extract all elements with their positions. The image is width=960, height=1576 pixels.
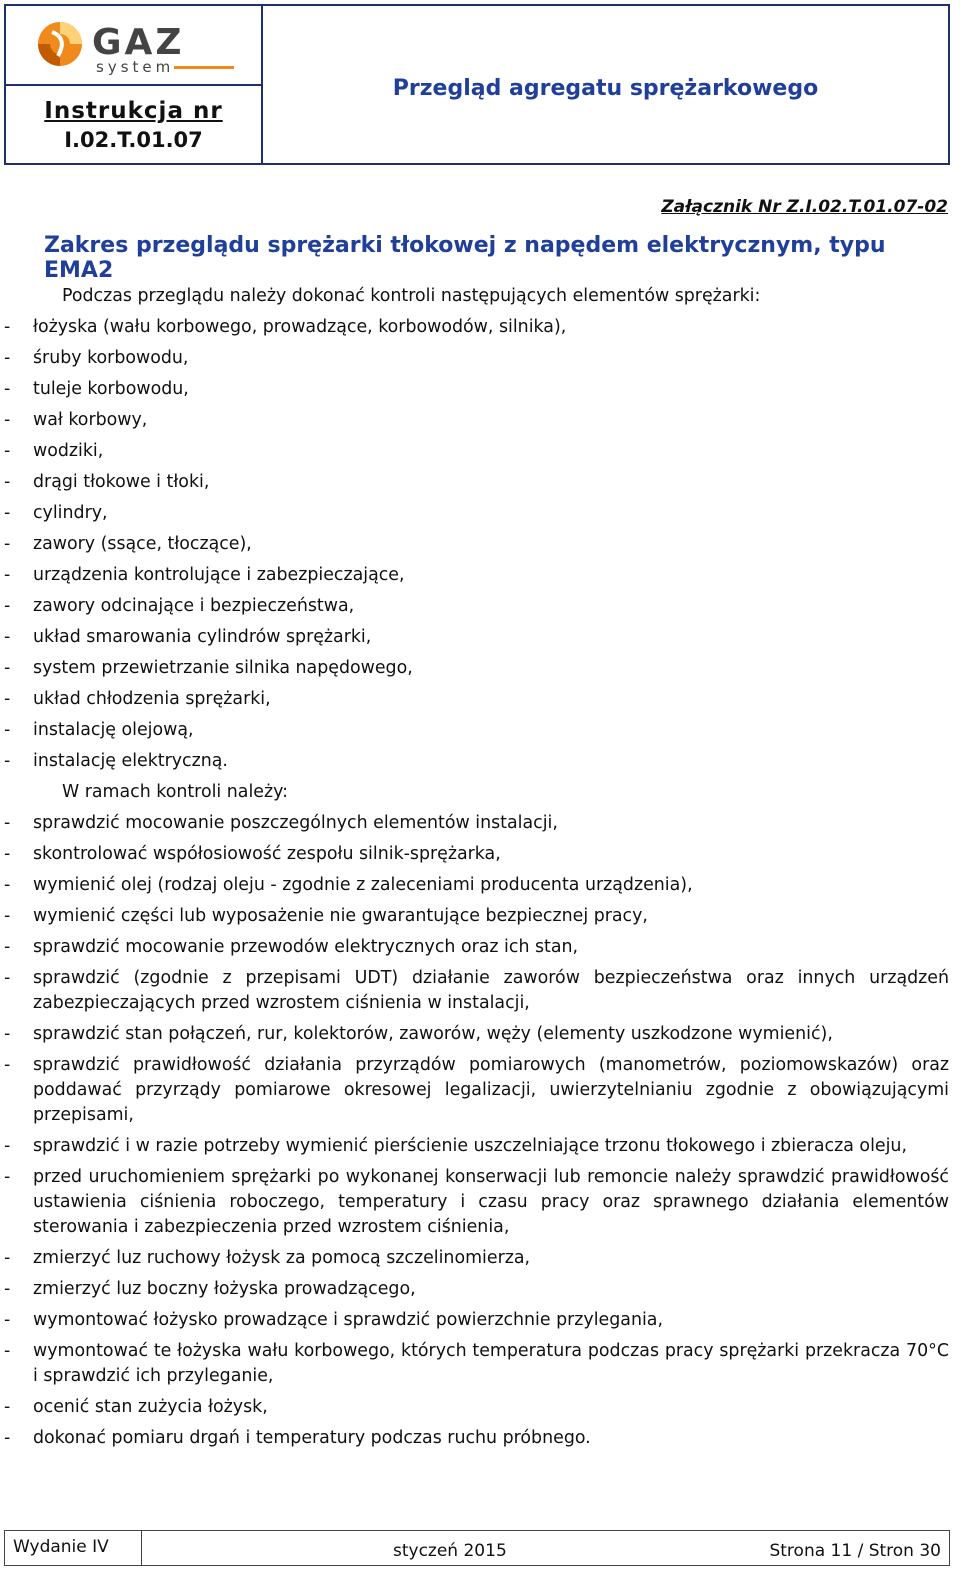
- list-item: [4, 501, 949, 526]
- list-item: [4, 1022, 949, 1047]
- bullet-dash: -: [4, 348, 11, 368]
- list-item-text: wymontować łożysko prowadzące i sprawdzić powierzchnie przylegania,: [33, 1310, 663, 1330]
- bullet-dash: -: [4, 1310, 11, 1330]
- list-item: [4, 315, 949, 340]
- list-item: [4, 408, 949, 433]
- bullet-dash: -: [4, 1136, 11, 1156]
- list-item-text: sprawdzić mocowanie poszczególnych elementów instalacji,: [33, 813, 558, 833]
- list-item-text: wodziki,: [33, 441, 104, 461]
- intro-paragraph: Podczas przeglądu należy dokonać kontroli następujących elementów sprężarki:: [62, 286, 761, 306]
- section-title: Zakres przeglądu sprężarki tłokowej z napędem elektrycznym, typu EMA2: [44, 233, 886, 283]
- list-item: [4, 1339, 949, 1389]
- svg-text:system: system: [96, 58, 175, 76]
- attachment-number: Załącznik Nr Z.I.02.T.01.07-02: [661, 197, 948, 217]
- list-item: [4, 532, 949, 557]
- bullet-dash: -: [4, 906, 11, 926]
- list-item: [4, 749, 949, 774]
- page-number: Strona 11 / Stron 30: [769, 1541, 941, 1561]
- bullet-dash: -: [4, 937, 11, 957]
- list-item: [4, 1426, 949, 1451]
- list-item-text: zawory odcinające i bezpieczeństwa,: [33, 596, 355, 616]
- list-item-text: łożyska (wału korbowego, prowadzące, korbowodów, silnika),: [33, 317, 567, 337]
- list-item-text: układ chłodzenia sprężarki,: [33, 689, 271, 709]
- list-item: [4, 1277, 949, 1302]
- list-item: [4, 625, 949, 650]
- bullet-dash: -: [4, 813, 11, 833]
- list-item: [4, 1053, 949, 1128]
- svg-text:GAZ: GAZ: [92, 22, 185, 63]
- list-item-text: urządzenia kontrolujące i zabezpieczające,: [33, 565, 405, 585]
- list-item: [4, 873, 949, 898]
- bullet-dash: -: [4, 658, 11, 678]
- list-item-text: system przewietrzanie silnika napędowego,: [33, 658, 413, 678]
- bullet-dash: -: [4, 1428, 11, 1448]
- bullet-dash: -: [4, 1341, 11, 1361]
- bullet-dash: -: [4, 844, 11, 864]
- bullet-dash: -: [4, 565, 11, 585]
- bullet-dash: -: [4, 503, 11, 523]
- list-item: [4, 842, 949, 867]
- list-item-text: przed uruchomieniem sprężarki po wykonanej konserwacji lub remoncie należy sprawdzić prawidłowość ustawienia ciśnienia roboczego, temperatury i czasu pracy oraz sprawnego działania elementów sterowania i zabezpieczenia przed wzrostem ciśnienia,: [33, 1167, 949, 1237]
- bullet-dash: -: [4, 751, 11, 771]
- list-item: [4, 1246, 949, 1271]
- instruction-number: I.02.T.01.07: [64, 128, 203, 152]
- list-item-text: drągi tłokowe i tłoki,: [33, 472, 210, 492]
- list-item-text: skontrolować współosiowość zespołu silnik-sprężarka,: [33, 844, 501, 864]
- list-item-text: zmierzyć luz boczny łożyska prowadzącego,: [33, 1279, 416, 1299]
- list-item-text: ocenić stan zużycia łożysk,: [33, 1397, 268, 1417]
- document-body: [4, 284, 949, 1457]
- list-item: [4, 656, 949, 681]
- bullet-dash: -: [4, 627, 11, 647]
- list-item: [4, 1308, 949, 1333]
- bullet-dash: -: [4, 317, 11, 337]
- bullet-dash: -: [4, 534, 11, 554]
- list-item-text: sprawdzić prawidłowość działania przyrządów pomiarowych (manometrów, poziomowskazów) oraz poddawać przyrządy pomiarowe okresowej legalizacji, uwierzytelnianiu zgodnie z obowiązującymi przepisami,: [33, 1055, 949, 1125]
- list-item: [4, 1165, 949, 1240]
- bullet-dash: -: [4, 410, 11, 430]
- list-item-text: tuleje korbowodu,: [33, 379, 189, 399]
- instruction-label: Instrukcja nr: [44, 98, 223, 124]
- bullet-dash: -: [4, 1167, 11, 1187]
- document-header: [4, 4, 950, 165]
- list-item-text: instalację olejową,: [33, 720, 194, 740]
- list-item-text: instalację elektryczną.: [33, 751, 228, 771]
- bullet-dash: -: [4, 875, 11, 895]
- list-item: [4, 594, 949, 619]
- bullet-dash: -: [4, 1248, 11, 1268]
- issue-date: styczeń 2015: [393, 1541, 507, 1561]
- list-item: [4, 811, 949, 836]
- bullet-dash: -: [4, 441, 11, 461]
- list-item-text: zawory (ssące, tłoczące),: [33, 534, 252, 554]
- list-item: [4, 966, 949, 1016]
- list-item: [4, 687, 949, 712]
- list-item-text: sprawdzić i w razie potrzeby wymienić pierścienie uszczelniające trzonu tłokowego i zbieracza oleju,: [33, 1136, 907, 1156]
- list-item-text: dokonać pomiaru drgań i temperatury podczas ruchu próbnego.: [33, 1428, 591, 1448]
- bullet-dash: -: [4, 689, 11, 709]
- logo-cell: [6, 6, 261, 86]
- bullet-dash: -: [4, 1397, 11, 1417]
- list-item-text: sprawdzić (zgodnie z przepisami UDT) działanie zaworów bezpieczeństwa oraz innych urządzeń zabezpieczających przed wzrostem ciśnienia w instalacji,: [33, 968, 949, 1013]
- bullet-dash: -: [4, 596, 11, 616]
- intro-paragraph-2: W ramach kontroli należy:: [62, 782, 288, 802]
- list-item: [4, 1134, 949, 1159]
- list-item-text: wymontować te łożyska wału korbowego, których temperatura podczas pracy sprężarki przekracza 70°C i sprawdzić ich przyleganie,: [33, 1341, 949, 1386]
- list-item-text: cylindry,: [33, 503, 108, 523]
- bullet-dash: -: [4, 720, 11, 740]
- list-item: [4, 439, 949, 464]
- list-item: [4, 935, 949, 960]
- list-item-text: zmierzyć luz ruchowy łożysk za pomocą szczelinomierza,: [33, 1248, 531, 1268]
- list-item: [4, 563, 949, 588]
- list-item: [4, 1395, 949, 1420]
- list-item-text: sprawdzić stan połączeń, rur, kolektorów, zaworów, węży (elementy uszkodzone wymienić),: [33, 1024, 833, 1044]
- inspection-elements-list: [4, 315, 949, 774]
- list-item: [4, 377, 949, 402]
- instruction-id: [6, 98, 261, 152]
- bullet-dash: -: [4, 968, 11, 988]
- bullet-dash: -: [4, 1279, 11, 1299]
- list-item: [4, 718, 949, 743]
- list-item-text: wymienić olej (rodzaj oleju - zgodnie z zaleceniami producenta urządzenia),: [33, 875, 693, 895]
- list-item-text: wał korbowy,: [33, 410, 148, 430]
- edition-label: Wydanie IV: [5, 1531, 142, 1565]
- bullet-dash: -: [4, 379, 11, 399]
- inspection-tasks-list: [4, 811, 949, 1451]
- list-item: [4, 346, 949, 371]
- list-item-text: układ smarowania cylindrów sprężarki,: [33, 627, 372, 647]
- list-item-text: sprawdzić mocowanie przewodów elektrycznych oraz ich stan,: [33, 937, 579, 957]
- list-item-text: śruby korbowodu,: [33, 348, 189, 368]
- list-item-text: wymienić części lub wyposażenie nie gwarantujące bezpiecznej pracy,: [33, 906, 648, 926]
- header-title-cell: [263, 6, 948, 163]
- bullet-dash: -: [4, 1024, 11, 1044]
- document-footer: [4, 1530, 950, 1566]
- bullet-dash: -: [4, 472, 11, 492]
- gaz-system-logo: [34, 16, 239, 78]
- document-title: Przegląd agregatu sprężarkowego: [392, 76, 819, 101]
- bullet-dash: -: [4, 1055, 11, 1075]
- list-item: [4, 470, 949, 495]
- list-item: [4, 904, 949, 929]
- header-left-cell: [6, 6, 263, 163]
